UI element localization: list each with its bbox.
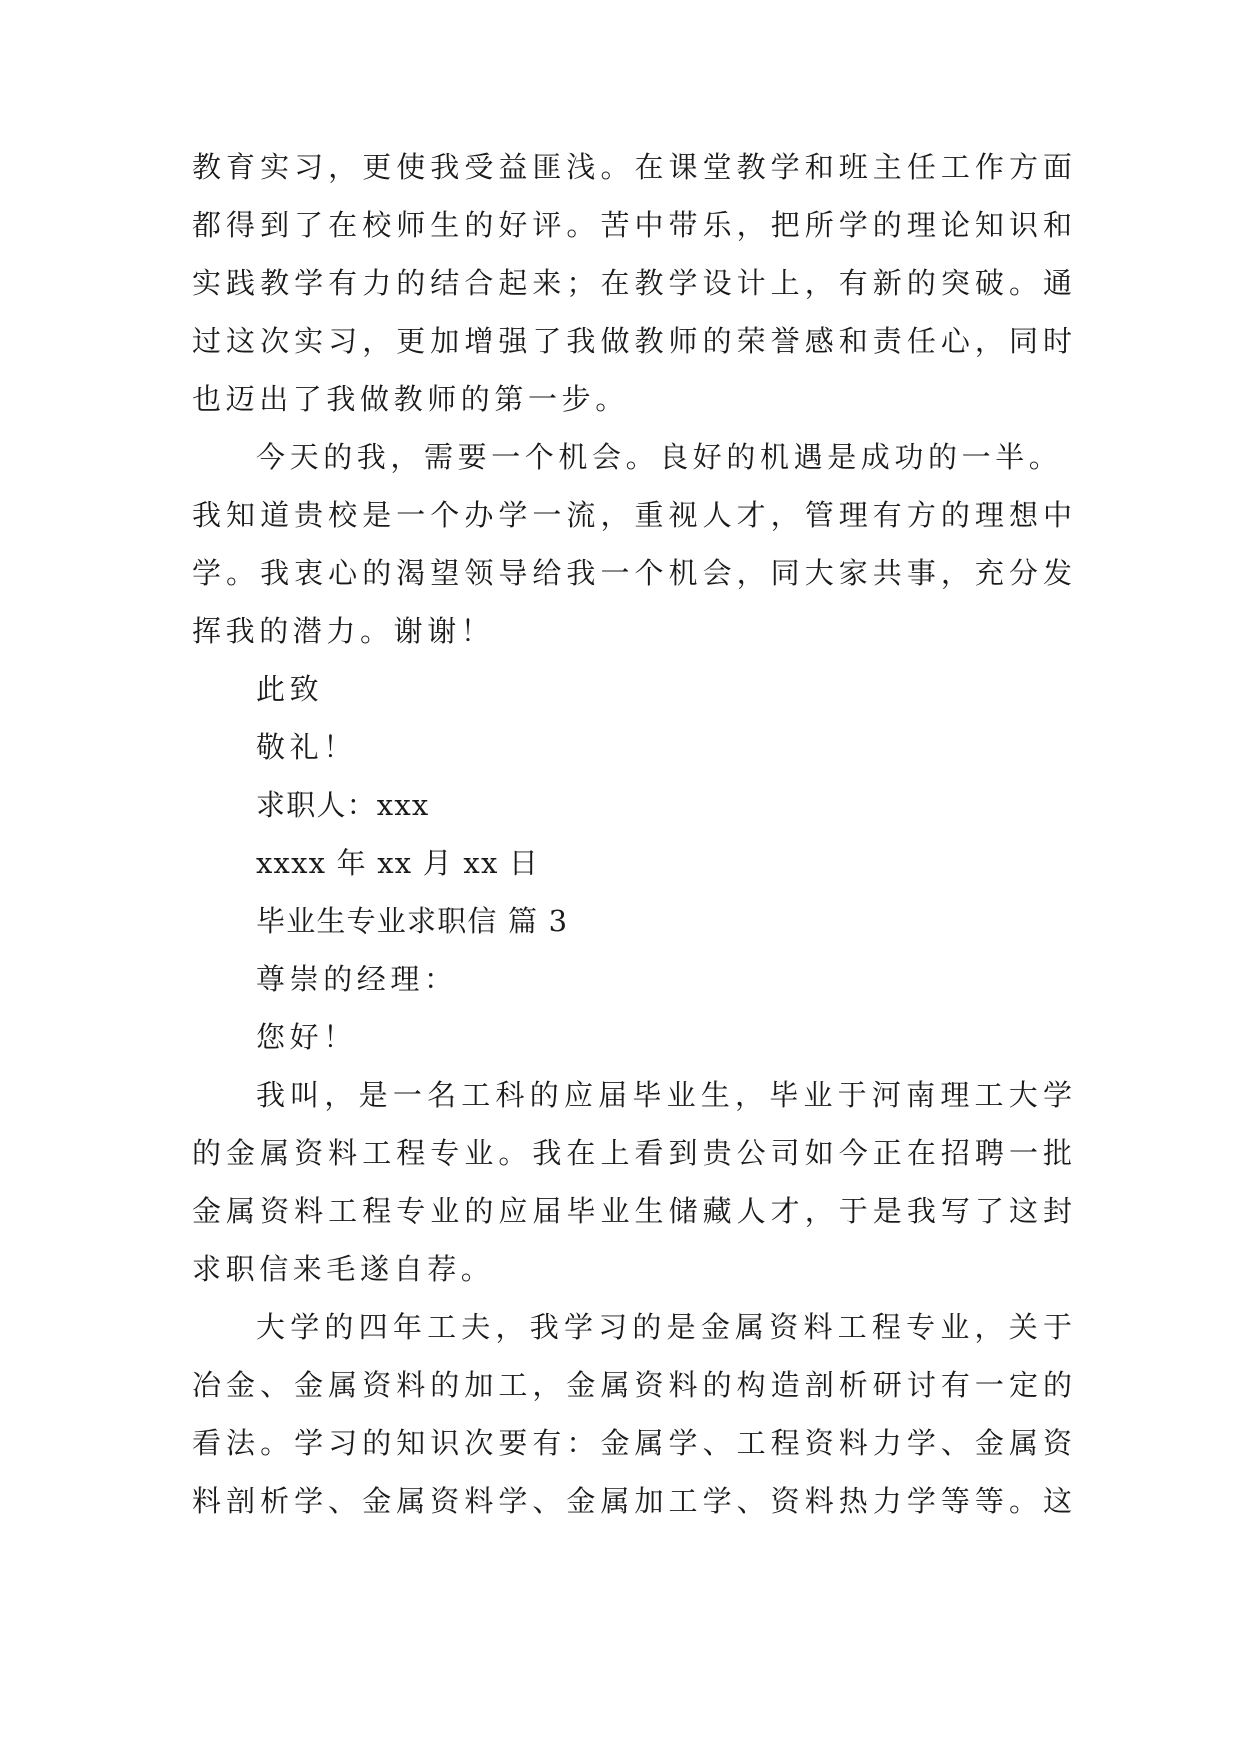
text-line: 的金属资料工程专业。我在上看到贵公司如今正在招聘一批 <box>192 1136 1072 1170</box>
text-line: 看法。学习的知识次要有：金属学、工程资料力学、金属资 <box>192 1426 1072 1460</box>
text-line: 金属资料工程专业的应届毕业生储藏人才，于是我写了这封 <box>192 1194 1072 1228</box>
text-line: 求职信来毛遂自荐。 <box>192 1252 495 1286</box>
text-line: 都得到了在校师生的好评。苦中带乐，把所学的理论知识和 <box>192 208 1072 242</box>
date-line: xxxx 年 xx 月 xx 日 <box>256 846 540 880</box>
text-line: 学。我衷心的渴望领导给我一个机会，同大家共事，充分发 <box>192 556 1072 590</box>
closing-salutation: 此致 <box>256 672 324 706</box>
text-line: 过这次实习，更加增强了我做教师的荣誉感和责任心，同时 <box>192 324 1072 358</box>
text-line: 我知道贵校是一个办学一流，重视人才，管理有方的理想中 <box>192 498 1072 532</box>
text-line: 我叫，是一名工科的应届毕业生，毕业于河南理工大学 <box>256 1078 1072 1112</box>
text-line: 冶金、金属资料的加工，金属资料的构造剖析研讨有一定的 <box>192 1368 1072 1402</box>
text-line: 大学的四年工夫，我学习的是金属资料工程专业，关于 <box>256 1310 1072 1344</box>
text-line: 也迈出了我做教师的第一步。 <box>192 382 629 416</box>
greeting: 您好！ <box>256 1020 357 1054</box>
text-line: 挥我的潜力。谢谢！ <box>192 614 495 648</box>
closing-regards: 敬礼！ <box>256 730 357 764</box>
greeting-recipient: 尊崇的经理： <box>256 962 458 996</box>
text-line: 教育实习，更使我受益匪浅。在课堂教学和班主任工作方面 <box>192 150 1072 184</box>
text-line: 今天的我，需要一个机会。良好的机遇是成功的一半。 <box>256 440 1063 474</box>
signature-line: 求职人：xxx <box>256 788 430 822</box>
text-line: 实践教学有力的结合起来；在教学设计上，有新的突破。通 <box>192 266 1072 300</box>
section-heading: 毕业生专业求职信 篇 3 <box>256 904 569 938</box>
text-line: 料剖析学、金属资料学、金属加工学、资料热力学等等。这 <box>192 1484 1072 1518</box>
